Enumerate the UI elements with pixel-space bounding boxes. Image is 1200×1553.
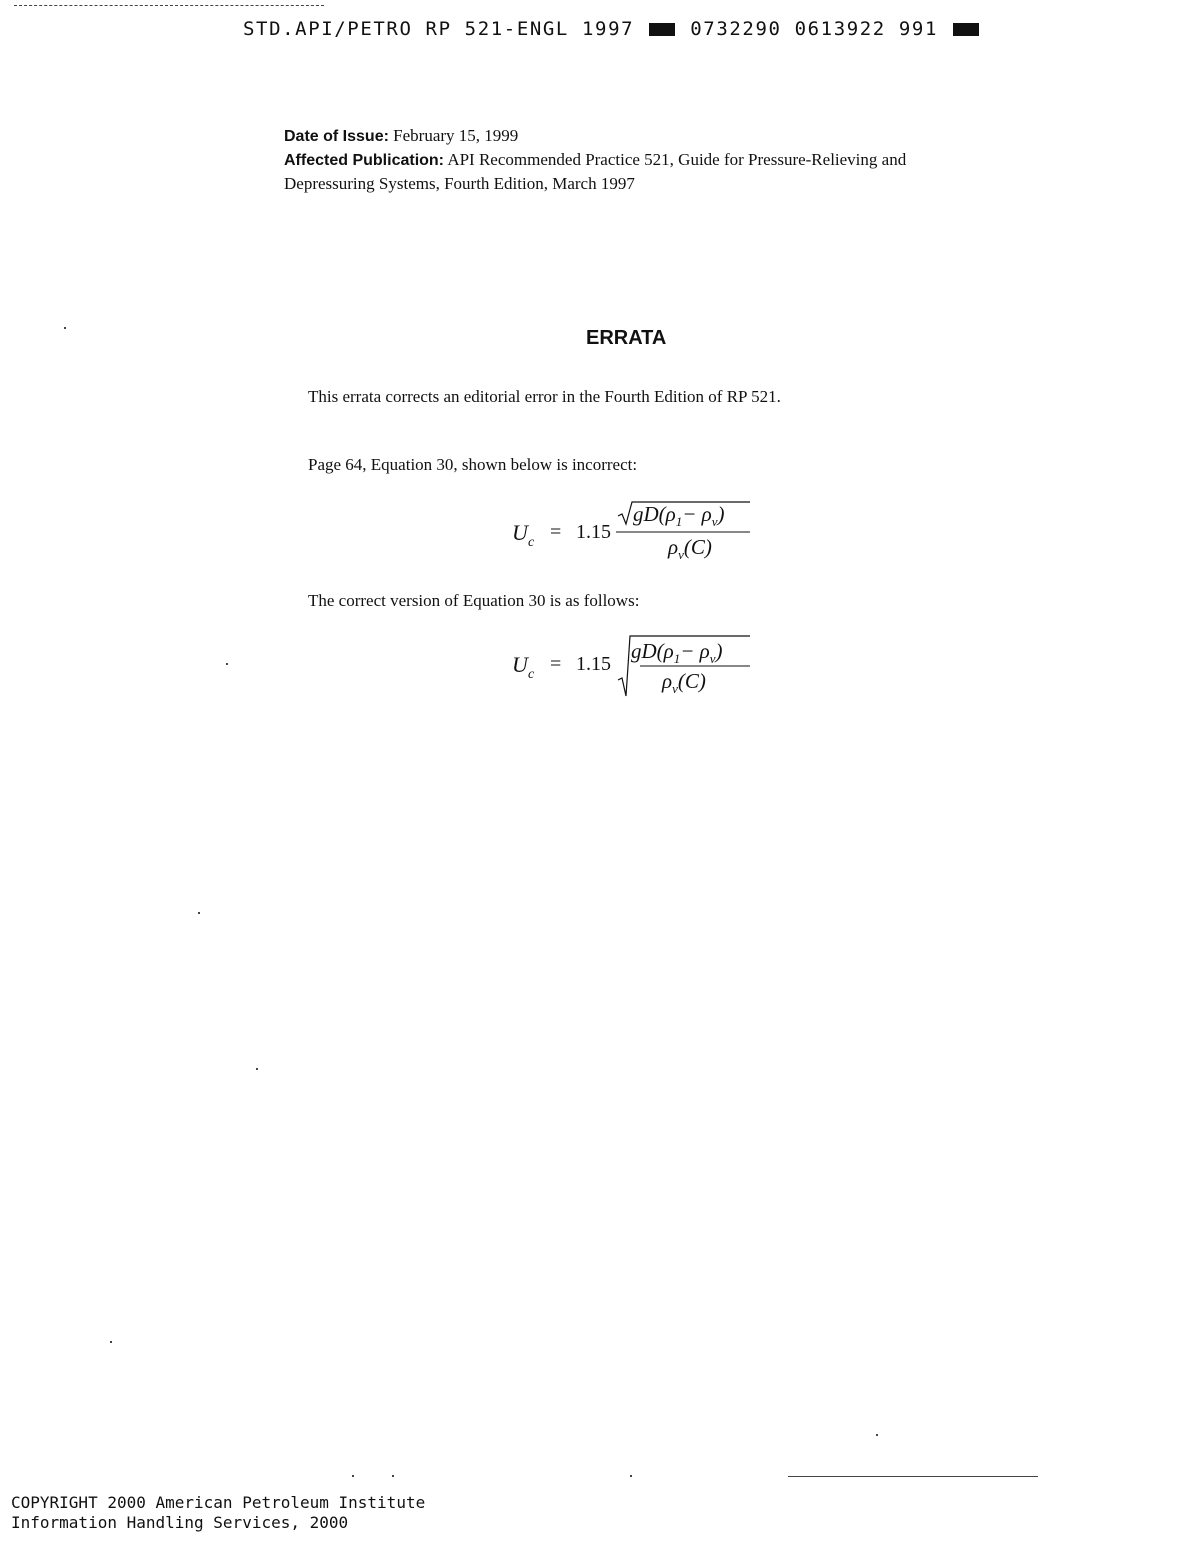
svg-text:gD(ρ1− ρv) (631, 639, 723, 666)
eq1-den-rest: (C) (683, 535, 712, 559)
eq2-lhs: U (512, 652, 528, 677)
date-label: Date of Issue: (284, 128, 389, 145)
equation-correct (500, 628, 770, 702)
svg-text:ρv(C) (667, 535, 712, 562)
scan-dot (198, 912, 200, 914)
eq1-close: ) (717, 502, 725, 526)
redaction-block (649, 23, 675, 36)
svg-text:gD(ρ1− ρv) (633, 502, 725, 529)
eq2-sub1: 1 (673, 651, 681, 666)
eq2-den-rest: (C) (677, 669, 706, 693)
document-header-code (243, 18, 981, 40)
eq1-equals: = (550, 521, 562, 543)
eq2-coef: 1.15 (576, 653, 611, 675)
header-code-part1: STD.API/PETRO RP 521-ENGL 1997 (243, 18, 635, 40)
footer-line-1: COPYRIGHT 2000 American Petroleum Institute (11, 1493, 426, 1512)
eq1-coef: 1.15 (576, 521, 611, 543)
eq1-subv: v (711, 514, 718, 529)
header-code-part2: 0732290 0613922 991 (690, 18, 939, 40)
scan-dot (226, 663, 228, 665)
intro-paragraph: This errata corrects an editorial error in the Fourth Edition of RP 521. (308, 387, 781, 406)
date-value: February 15, 1999 (393, 126, 519, 145)
scan-dot (256, 1068, 258, 1070)
eq2-den-rho: ρ (662, 669, 673, 693)
scan-dot (392, 1475, 394, 1477)
eq1-den-subv: v (678, 547, 684, 562)
eq2-lhs-sub: c (528, 667, 535, 682)
eq1-lhs-sub: c (528, 535, 535, 550)
eq1-numerator: gD(ρ (633, 502, 676, 526)
eq2-equals: = (550, 653, 562, 675)
redaction-block (953, 23, 979, 36)
correct-note: The correct version of Equation 30 is as follows: (308, 591, 640, 610)
eq1-den-rho: ρ (668, 535, 679, 559)
eq2-numerator: gD(ρ (631, 639, 674, 663)
svg-text:ρv(C) (661, 669, 706, 696)
equation-incorrect (500, 494, 770, 564)
scan-artifact-top (14, 5, 324, 6)
eq1-sub1: 1 (675, 514, 683, 529)
date-of-issue (284, 124, 974, 148)
publication-label: Affected Publication: (284, 152, 445, 169)
document-meta (284, 124, 974, 195)
eq1-minus: − ρ (682, 502, 712, 526)
scan-dot (110, 1341, 112, 1343)
eq2-close: ) (715, 639, 723, 663)
eq2-den-subv: v (672, 681, 678, 696)
scan-dot (876, 1434, 878, 1436)
eq2-minus: − ρ (680, 639, 710, 663)
affected-publication (284, 148, 974, 195)
eq1-lhs: U (512, 520, 528, 545)
eq2-subv: v (709, 651, 716, 666)
page-title: ERRATA (586, 327, 667, 349)
footer-line-2: Information Handling Services, 2000 (11, 1513, 349, 1532)
scan-dot (352, 1475, 354, 1477)
publication-value: API Recommended Practice 521, Guide for Pressure-Relieving and Depressuring Systems, Fourth Edition, March 1997 (284, 150, 907, 193)
scan-dot (630, 1475, 632, 1477)
incorrect-note: Page 64, Equation 30, shown below is incorrect: (308, 455, 638, 474)
copyright-footer (11, 1493, 425, 1533)
scan-artifact-bottom (788, 1476, 1038, 1477)
scan-dot (64, 327, 66, 329)
